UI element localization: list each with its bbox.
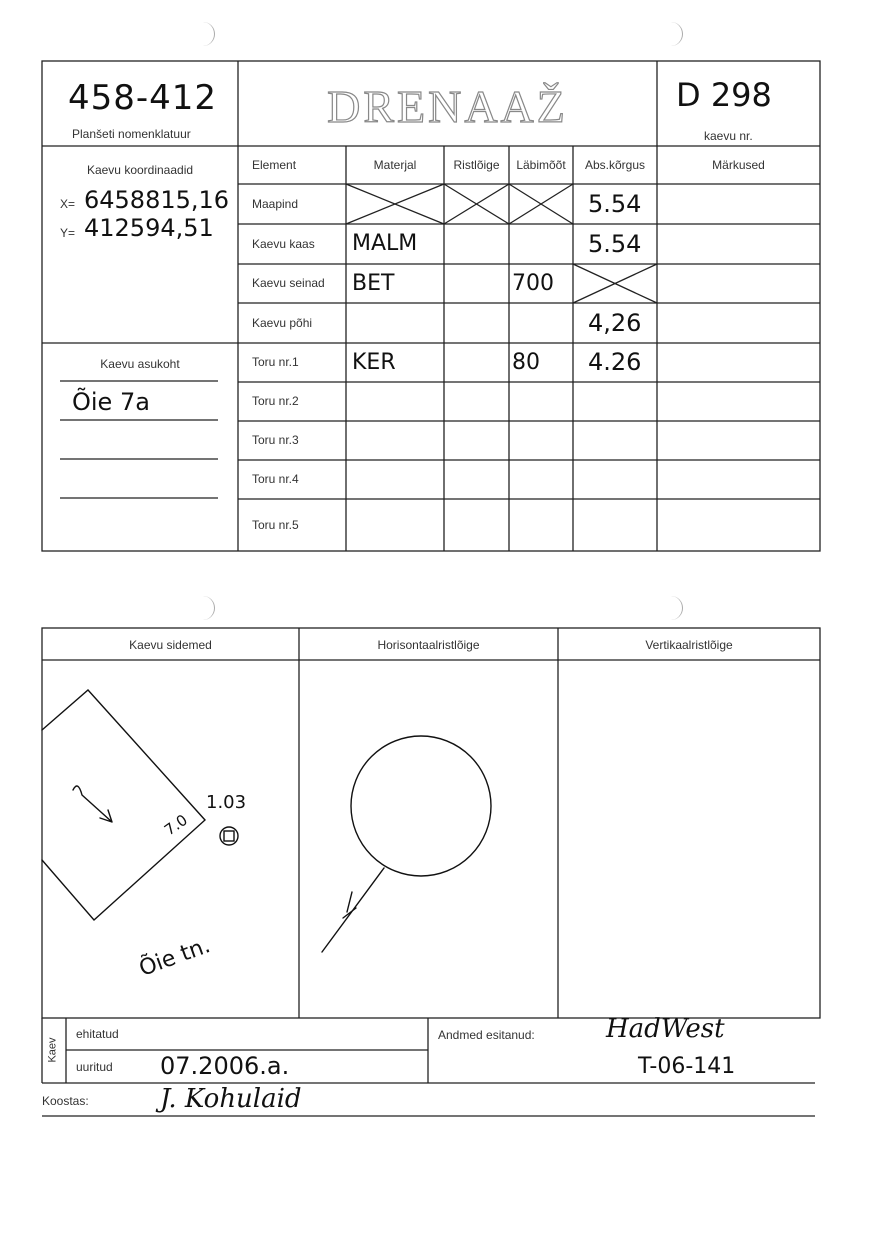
row-material: BET xyxy=(352,271,395,296)
row-material xyxy=(352,421,444,460)
row-abs-height xyxy=(588,421,657,460)
compiled-label: Koostas: xyxy=(42,1094,89,1108)
row-diameter xyxy=(512,499,573,551)
col-header-notes: Märkused xyxy=(712,158,765,172)
built-label: ehitatud xyxy=(76,1027,119,1041)
row-abs-height: 5.54 xyxy=(588,230,642,258)
well-number: D 298 xyxy=(676,76,772,114)
form-title: DRENAAŽ xyxy=(327,81,568,132)
well-circle xyxy=(351,736,491,876)
row-abs-height xyxy=(588,264,657,303)
well-number-label: kaevu nr. xyxy=(704,129,753,143)
tablet-label: Planšeti nomenklatuur xyxy=(72,127,191,141)
x-coordinate: 6458815,16 xyxy=(84,186,230,214)
y-coordinate: 412594,51 xyxy=(84,214,214,242)
kaev-label: Kaev xyxy=(46,1037,59,1063)
row-material xyxy=(352,303,444,343)
location-label: Kaevu asukoht xyxy=(100,357,180,371)
well-symbol xyxy=(220,827,238,845)
row-element-label: Toru nr.1 xyxy=(252,355,299,369)
row-diameter: 80 xyxy=(512,350,540,375)
compiled-signature: J. Kohulaid xyxy=(160,1084,302,1114)
submitted-signature: HadWest xyxy=(606,1014,725,1044)
col-header-abs-height: Abs.kõrgus xyxy=(584,158,646,172)
row-element-label: Toru nr.5 xyxy=(252,518,299,532)
sketch-header-connections: Kaevu sidemed xyxy=(129,638,212,652)
surveyed-label: uuritud xyxy=(76,1060,113,1074)
row-diameter xyxy=(512,421,573,460)
row-diameter: 700 xyxy=(512,271,554,296)
surveyed-date: 07.2006.a. xyxy=(160,1052,290,1080)
row-abs-height: 5.54 xyxy=(588,190,642,218)
col-header-diameter: Läbimõõt xyxy=(516,158,566,172)
street-name: Õie tn. xyxy=(135,933,214,982)
row-element-label: Toru nr.2 xyxy=(252,394,299,408)
row-diameter xyxy=(512,382,573,421)
row-material xyxy=(352,382,444,421)
row-material xyxy=(352,499,444,551)
sketch-header-vertical: Vertikaalristlõige xyxy=(645,638,733,652)
row-material: MALM xyxy=(352,231,418,256)
row-diameter xyxy=(512,184,573,224)
tablet-value: 458-412 xyxy=(68,78,218,118)
row-diameter xyxy=(512,460,573,499)
row-element-label: Toru nr.4 xyxy=(252,472,299,486)
row-element-label: Toru nr.3 xyxy=(252,433,299,447)
row-element-label: Kaevu kaas xyxy=(252,237,315,251)
document-code: T-06-141 xyxy=(638,1054,736,1079)
row-abs-height: 4.26 xyxy=(588,348,642,376)
submitted-label: Andmed esitanud: xyxy=(438,1028,535,1042)
col-header-element: Element xyxy=(252,158,297,172)
location-value: Õie 7a xyxy=(72,388,150,416)
sketch-header-horizontal: Horisontaalristlõige xyxy=(377,638,480,652)
y-label: Y= xyxy=(60,226,76,240)
row-material xyxy=(352,184,444,224)
flow-arrow xyxy=(73,786,112,822)
row-element-label: Kaevu seinad xyxy=(252,276,325,290)
dimension-small: 7.0 xyxy=(160,810,191,840)
row-material xyxy=(352,460,444,499)
col-header-cross-section: Ristlõige xyxy=(453,158,500,172)
building-outline xyxy=(42,690,205,920)
dimension-value: 1.03 xyxy=(206,792,247,813)
row-element-label: Maapind xyxy=(252,197,299,211)
x-label: X= xyxy=(60,197,76,211)
col-header-material: Materjal xyxy=(373,158,417,172)
row-diameter xyxy=(512,224,573,264)
row-material: KER xyxy=(352,350,396,375)
row-abs-height xyxy=(588,382,657,421)
row-abs-height xyxy=(588,499,657,551)
row-diameter xyxy=(512,303,573,343)
row-abs-height xyxy=(588,460,657,499)
coords-label: Kaevu koordinaadid xyxy=(86,163,194,177)
row-abs-height: 4,26 xyxy=(588,309,642,337)
row-element-label: Kaevu põhi xyxy=(252,316,313,330)
